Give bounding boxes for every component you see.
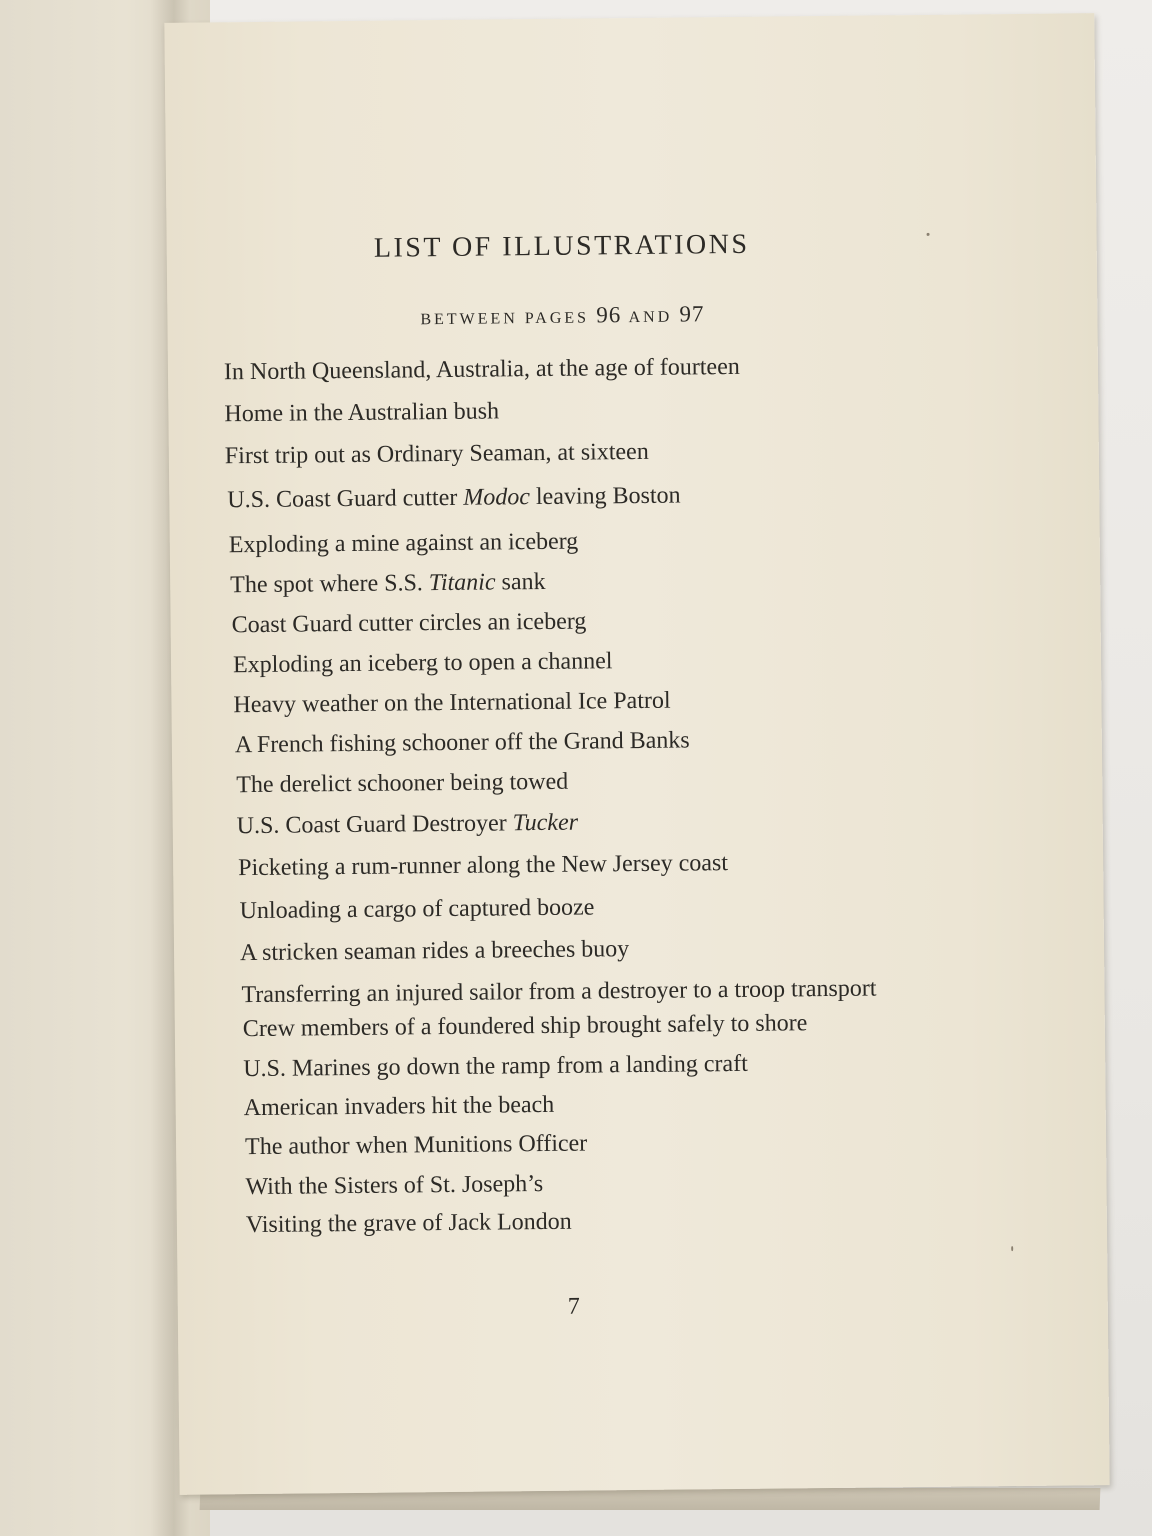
illustration-item (231, 604, 926, 640)
book-page (164, 13, 1109, 1495)
illustration-item (243, 1048, 931, 1084)
subtitle-word-between: BETWEEN PAGES (420, 309, 590, 329)
subtitle-end-page: 97 (679, 301, 705, 327)
subtitle-start-page: 96 (596, 302, 622, 328)
caption-text: Crew members of a foundered ship brought safely to shore (242, 1010, 808, 1043)
caption-text: The spot where S.S. (230, 570, 429, 599)
illustration-item (243, 1008, 931, 1044)
illustration-item (239, 890, 929, 926)
caption-text: Exploding a mine against an iceberg (228, 528, 579, 559)
caption-text: American invaders hit the beach (243, 1091, 555, 1122)
caption-text: Transferring an injured sailor from a destroyer to a troop transport (241, 975, 877, 1009)
page-number: 7 (567, 1293, 580, 1320)
caption-text: Picketing a rum-runner along the New Jersey coast (238, 850, 729, 882)
caption-text: Visiting the grave of Jack London (245, 1208, 572, 1239)
illustration-item (225, 435, 925, 471)
illustration-item (233, 644, 927, 680)
ship-name: Titanic (428, 569, 496, 597)
caption-text: U.S. Coast Guard Destroyer (236, 810, 513, 840)
caption-text: The author when Munitions Officer (244, 1130, 588, 1161)
caption-text: In North Queensland, Australia, at the age of fourteen (223, 353, 740, 386)
caption-text: U.S. Coast Guard cutter (227, 484, 464, 514)
illustration-item (235, 724, 928, 760)
illustration-item (245, 1166, 932, 1202)
illustration-item (233, 684, 927, 720)
illustration-item (236, 764, 928, 800)
illustration-item (224, 393, 924, 429)
illustration-item (227, 479, 925, 515)
ship-name: Modoc (463, 484, 531, 511)
caption-text: Home in the Australian bush (224, 398, 500, 428)
illustration-item (230, 564, 926, 600)
paper-speck (1011, 1246, 1013, 1251)
caption-text: Coast Guard cutter circles an iceberg (231, 608, 587, 639)
caption-text: Exploding an iceberg to open a channel (232, 648, 613, 679)
illustration-item (224, 351, 924, 387)
page-title: LIST OF ILLUSTRATIONS (373, 228, 750, 264)
page-content (164, 13, 1109, 1495)
illustration-item (240, 932, 930, 968)
illustration-list (224, 351, 933, 1240)
caption-text: leaving Boston (529, 482, 681, 511)
page-subtitle (167, 299, 957, 333)
caption-text: Heavy weather on the International Ice Patrol (233, 687, 671, 719)
paper-speck (927, 233, 930, 236)
illustration-item (241, 974, 961, 1011)
caption-text: Unloading a cargo of captured booze (239, 894, 595, 925)
illustration-item (237, 805, 929, 841)
caption-text: sank (495, 568, 546, 596)
caption-text: First trip out as Ordinary Seaman, at sixteen (224, 438, 649, 470)
caption-text: The derelict schooner being towed (236, 768, 569, 799)
caption-text: With the Sisters of St. Joseph’s (245, 1171, 544, 1201)
illustration-item (229, 524, 926, 560)
caption-text: A stricken seaman rides a breeches buoy (239, 936, 630, 967)
illustration-item (244, 1087, 932, 1123)
caption-text: A French fishing schooner off the Grand Banks (234, 727, 690, 759)
illustration-item (246, 1204, 933, 1240)
caption-text: U.S. Marines go down the ramp from a landing craft (243, 1050, 748, 1083)
illustration-item (245, 1126, 932, 1162)
ship-name: Tucker (512, 809, 579, 837)
subtitle-word-and: AND (628, 308, 673, 327)
illustration-item (238, 847, 929, 883)
